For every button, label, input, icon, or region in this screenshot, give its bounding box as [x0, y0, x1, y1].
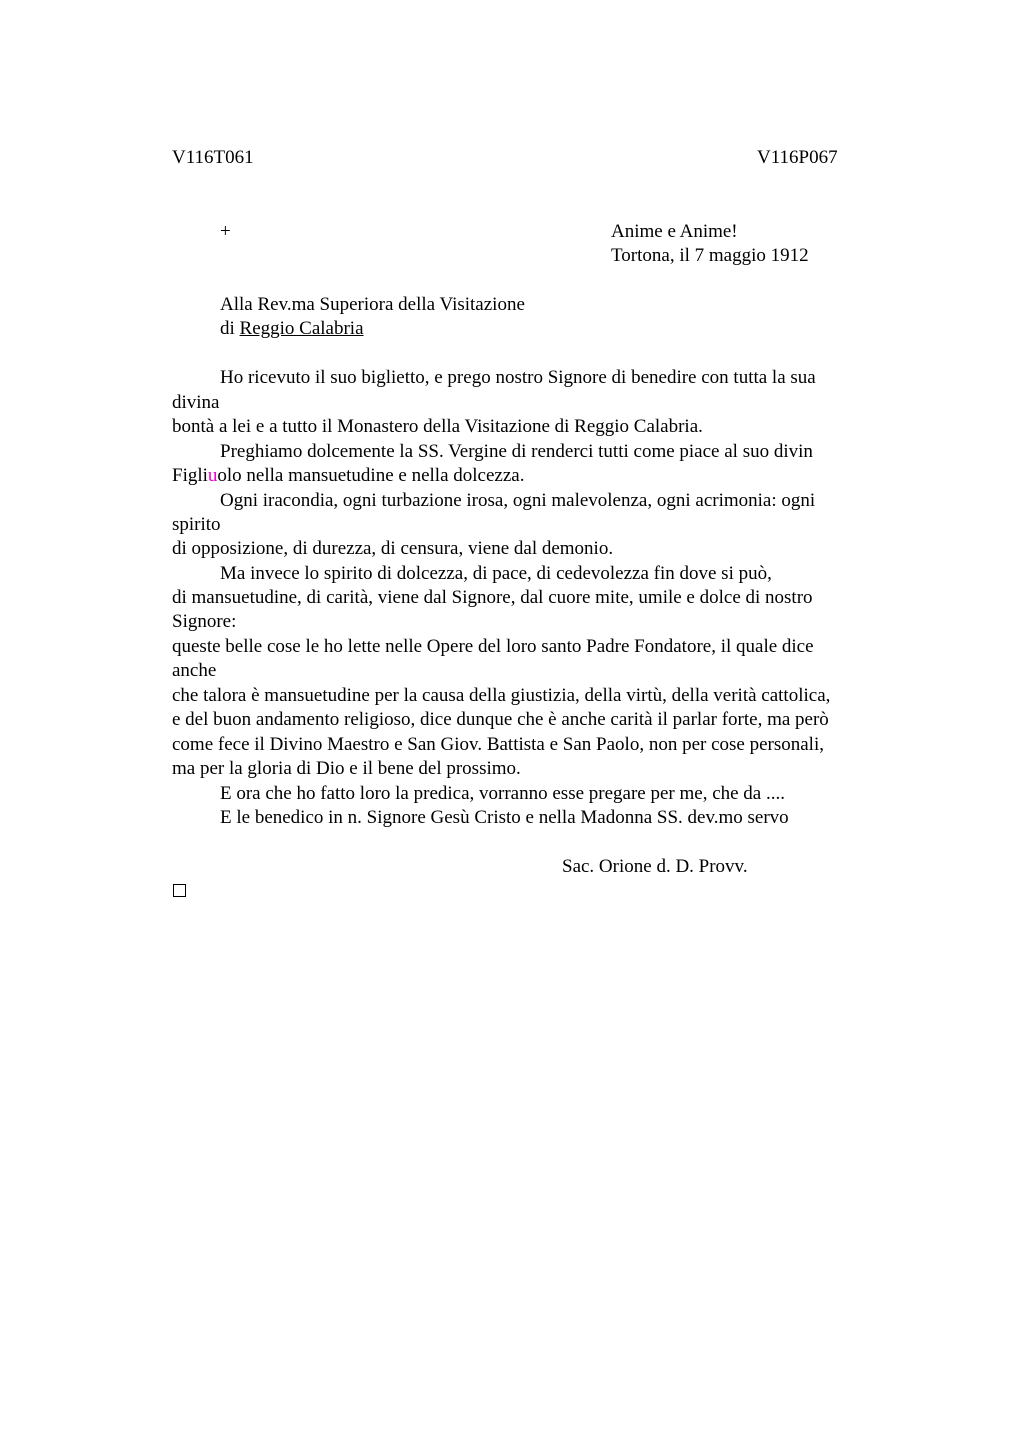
body-line: Preghiamo dolcemente la SS. Vergine di renderci tutti come piace al suo divin — [220, 441, 813, 462]
body-line: divina — [172, 392, 220, 413]
place-date: Tortona, il 7 maggio 1912 — [611, 245, 809, 266]
addressee-line-2 — [220, 317, 364, 341]
cross-symbol: + — [220, 221, 231, 242]
addressee-line-1: Alla Rev.ma Superiora della Visitazione — [220, 294, 525, 315]
end-square-icon — [173, 884, 186, 897]
highlighted-letter: u — [207, 465, 218, 486]
body-line: Signore: — [172, 611, 237, 632]
body-line: anche — [172, 660, 217, 681]
addressee-prefix: di — [220, 318, 240, 339]
body-line: spirito — [172, 514, 221, 535]
document-code-left: V116T061 — [172, 147, 254, 168]
body-line: Ho ricevuto il suo biglietto, e prego nostro Signore di benedire con tutta la sua — [220, 367, 816, 388]
body-line: Ma invece lo spirito di dolcezza, di pace, di cedevolezza fin dove si può, — [220, 563, 772, 584]
signature: Sac. Orione d. D. Provv. — [562, 856, 748, 877]
body-line: come fece il Divino Maestro e San Giov. Battista e San Paolo, non per cose personali, — [172, 734, 824, 755]
body-line: queste belle cose le ho lette nelle Opere del loro santo Padre Fondatore, il quale dice — [172, 636, 814, 657]
body-line: ma per la gloria di Dio e il bene del prossimo. — [172, 758, 521, 779]
body-line: di opposizione, di durezza, di censura, viene dal demonio. — [172, 538, 614, 559]
document-code-right: V116P067 — [757, 147, 838, 168]
body-line: E ora che ho fatto loro la predica, vorranno esse pregare per me, che da .... — [220, 783, 785, 804]
body-line: e del buon andamento religioso, dice dunque che è anche carità il parlar forte, ma però — [172, 709, 829, 730]
body-line: che talora è mansuetudine per la causa della giustizia, della virtù, della verità cattolica, — [172, 685, 831, 706]
body-fragment: olo nella mansuetudine e nella dolcezza. — [217, 465, 525, 486]
body-line: Ogni iracondia, ogni turbazione irosa, ogni malevolenza, ogni acrimonia: ogni — [220, 490, 816, 511]
body-line — [172, 464, 524, 488]
motto: Anime e Anime! — [611, 221, 738, 242]
addressee-place: Reggio Calabria — [239, 318, 364, 339]
body-line: E le benedico in n. Signore Gesù Cristo e nella Madonna SS. dev.mo servo — [220, 807, 789, 828]
body-line: bontà a lei e a tutto il Monastero della Visitazione di Reggio Calabria. — [172, 416, 703, 437]
body-fragment: Figli — [172, 465, 208, 486]
body-line: di mansuetudine, di carità, viene dal Signore, dal cuore mite, umile e dolce di nostro — [172, 587, 813, 608]
